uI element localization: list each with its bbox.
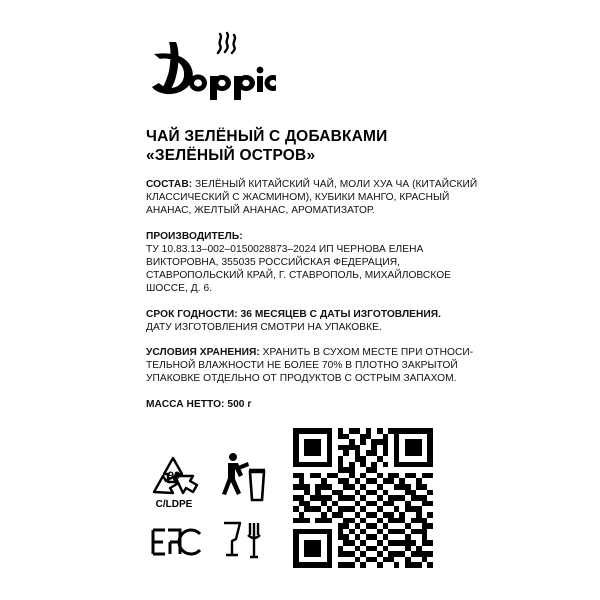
recycle-code: C/LDPE [155, 499, 193, 510]
section-composition [146, 178, 491, 218]
food-safe-svg [218, 519, 266, 563]
section-net-weight [146, 398, 491, 411]
section-manufacturer [146, 230, 491, 296]
section-shelf-life-text: ДАТУ ИЗГОТОВЛЕНИЯ СМОТРИ НА УПАКОВКЕ. [146, 321, 382, 333]
keep-clean-bin-icon [216, 450, 268, 510]
section-manufacturer-lead: ПРОИЗВОДИТЕЛЬ: [146, 230, 243, 242]
doppio-logo-svg [146, 30, 276, 100]
keep-clean-bin-svg [216, 450, 268, 510]
doppio-wordmark [152, 42, 276, 100]
recycle-ldpe-icon [146, 452, 202, 510]
product-title [146, 127, 486, 165]
recycle-number: 90 [167, 470, 181, 482]
section-shelf-life [146, 308, 491, 334]
qr-code-grid [293, 428, 433, 568]
section-storage-lead: УСЛОВИЯ ХРАНЕНИЯ: [146, 347, 260, 359]
packaging-symbols [146, 447, 276, 567]
eac-mark-svg [148, 525, 206, 559]
section-shelf-life-lead: СРОК ГОДНОСТИ: 36 МЕСЯЦЕВ С ДАТЫ ИЗГОТОВЛЕНИЯ. [146, 308, 442, 320]
product-title-line-1: ЧАЙ ЗЕЛЁНЫЙ С ДОБАВКАМИ [146, 128, 388, 145]
recycle-ldpe-svg [146, 452, 202, 510]
label-info-sections [146, 178, 491, 411]
section-composition-lead: СОСТАВ: [146, 179, 193, 190]
section-composition-text: ЗЕЛЁНЫЙ КИТАЙСКИЙ ЧАЙ, МОЛИ ХУА ЧА (КИТАЙСКИЙ КЛАССИЧЕСКИЙ С ЖАСМИНОМ), КУБИКИ МАНГО, КРАСНЫЙ АНАНАС, ЖЕЛТЫЙ АНАНАС, АРОМАТИЗАТОР. [146, 179, 478, 217]
section-net-weight-text: 500 г [224, 398, 252, 410]
brand-logo [146, 30, 276, 100]
food-safe-glass-fork-icon [218, 519, 266, 563]
product-title-line-2: «ЗЕЛЁНЫЙ ОСТРОВ» [146, 147, 316, 164]
section-storage [146, 346, 491, 386]
section-manufacturer-text: ТУ 10.83.13–002–0150028873–2024 ИП ЧЕРНОВА ЕЛЕНА ВИКТОРОВНА, 355035 РОССИЙСКАЯ ФЕДЕРАЦИЯ, СТАВРОПОЛЬСКИЙ КРАЙ, Г. СТАВРОПОЛЬ, МИХАЙЛОВСКОЕ ШОССЕ, Д. 6. [146, 243, 452, 295]
section-net-weight-lead: МАССА НЕТТО: [146, 398, 225, 410]
qr-module [427, 562, 433, 568]
qr-code[interactable] [293, 428, 433, 568]
eac-mark-icon [148, 525, 206, 559]
section-storage-text: ХРАНИТЬ В СУХОМ МЕСТЕ ПРИ ОТНОСИ-ТЕЛЬНОЙ ВЛАЖНОСТИ НЕ БОЛЕЕ 70% В ПЛОТНО ЗАКРЫТОЙ УПАКОВКЕ ОТДЕЛЬНО ОТ ПРОДУКТОВ С ОСТРЫМ ЗАПАХОМ. [146, 347, 474, 385]
steam-icon [218, 33, 235, 53]
